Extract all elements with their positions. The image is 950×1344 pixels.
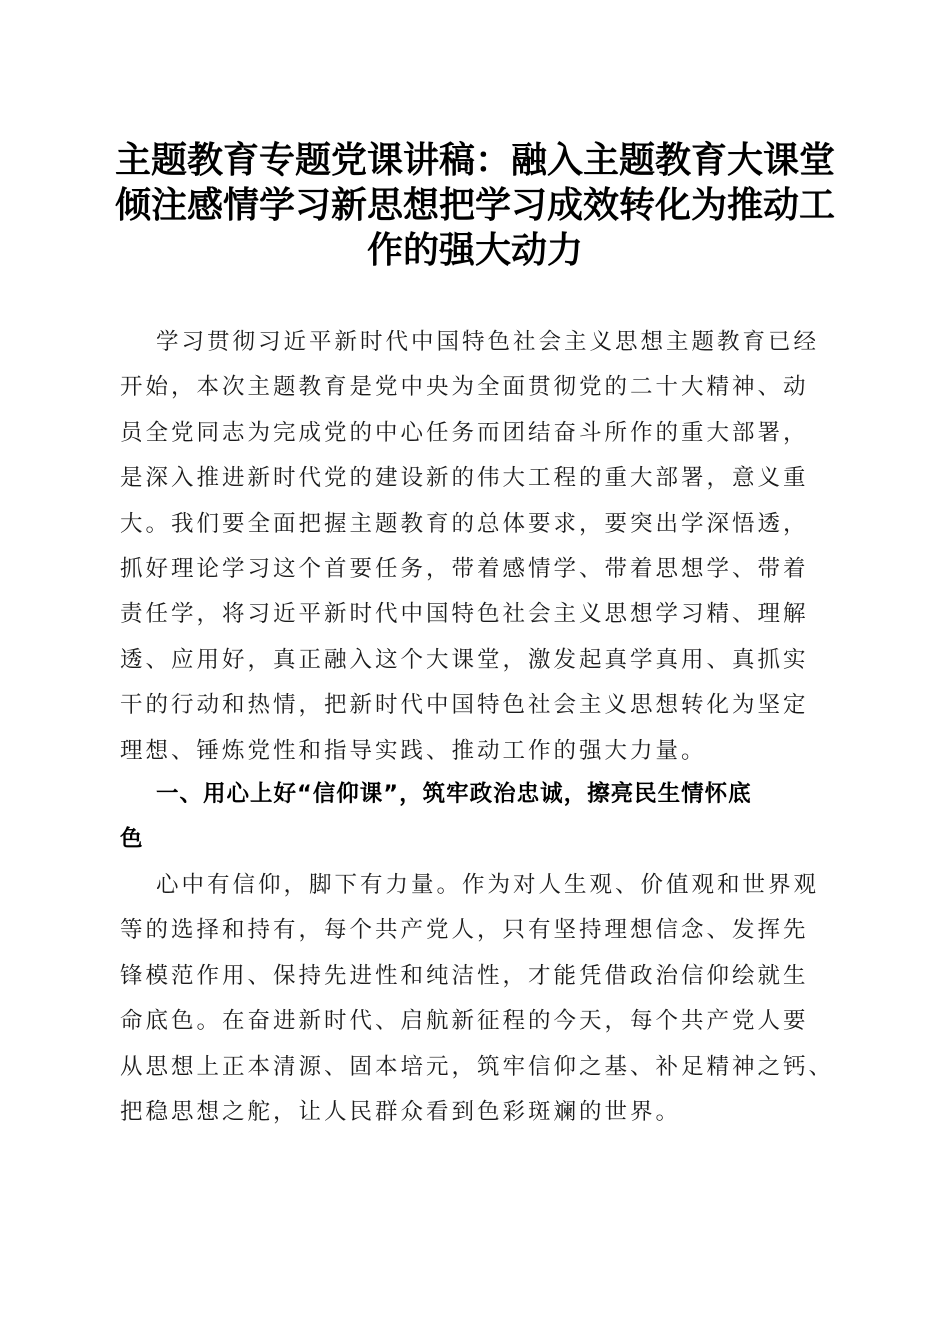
- paragraph-line: 透、应用好，真正融入这个大课堂，激发起真学真用、真抓实: [120, 646, 809, 673]
- paragraph-line: 干的行动和热情，把新时代中国特色社会主义思想转化为坚定: [120, 692, 809, 719]
- paragraph-line: 命底色。在奋进新时代、启航新征程的今天，每个共产党人要: [120, 1008, 809, 1035]
- paragraph-line: 心中有信仰，脚下有力量。作为对人生观、价值观和世界观: [156, 872, 820, 898]
- paragraph-line: 抓好理论学习这个首要任务，带着感情学、带着思想学、带着: [120, 556, 809, 583]
- paragraph-line: 是深入推进新时代党的建设新的伟大工程的重大部署，意义重: [120, 465, 809, 492]
- paragraph-line: 理想、锤炼党性和指导实践、推动工作的强大力量。: [120, 737, 707, 764]
- title-line: 倾注感情学习新思想把学习成效转化为推动工: [114, 184, 835, 226]
- paragraph-line: 大。我们要全面把握主题教育的总体要求，要突出学深悟透，: [120, 510, 809, 537]
- paragraph-line: 锋模范作用、保持先进性和纯洁性，才能凭借政治信仰绘就生: [120, 962, 809, 989]
- heading-line: 色: [120, 826, 144, 853]
- title-line: 作的强大动力: [366, 229, 583, 271]
- paragraph-line: 把稳思想之舵，让人民群众看到色彩斑斓的世界。: [120, 1099, 682, 1126]
- paragraph-line: 责任学，将习近平新时代中国特色社会主义思想学习精、理解: [120, 601, 809, 628]
- paragraph-line: 员全党同志为完成党的中心任务而团结奋斗所作的重大部署，: [120, 419, 809, 446]
- paragraph-section-1: [120, 863, 840, 1135]
- paragraph-intro: [120, 320, 840, 774]
- paragraph-line: 等的选择和持有，每个共产党人，只有坚持理想信念、发挥先: [120, 917, 809, 944]
- paragraph-line: 从思想上正本清源、固本培元，筑牢信仰之基、补足精神之钙、: [120, 1053, 835, 1080]
- paragraph-line: 学习贯彻习近平新时代中国特色社会主义思想主题教育已经: [156, 329, 820, 355]
- paragraph-line: 开始，本次主题教育是党中央为全面贯彻党的二十大精神、动: [120, 374, 809, 401]
- section-heading-1: [120, 772, 840, 863]
- heading-line: 一、用心上好“信仰课”，筑牢政治忠诚，擦亮民生情怀底: [156, 781, 752, 807]
- title-line: 主题教育专题党课讲稿：融入主题教育大课堂: [114, 139, 835, 181]
- document-title: [110, 138, 840, 273]
